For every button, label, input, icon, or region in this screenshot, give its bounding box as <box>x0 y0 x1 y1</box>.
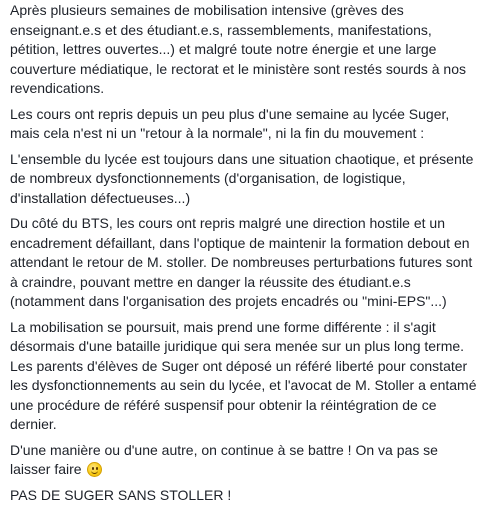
paragraph-5 <box>10 318 485 435</box>
text-line: revendications. <box>10 80 105 96</box>
paragraph-2 <box>10 105 485 144</box>
text-line: Du côté du BTS, les cours ont repris malgré une direction hostile et un <box>10 215 445 231</box>
text-line: d'installation défectueuses...) <box>10 189 191 206</box>
text-line: enseignant.e.s et des étudiant.e.s, rassemblements, manifestations, <box>10 21 432 38</box>
text-line: couverture médiatique, le rectorat et le ministère sont restés sourds à nos <box>10 60 466 77</box>
text-line: La mobilisation se poursuit, mais prend une forme différente : il s'agit <box>10 318 436 335</box>
text-line: à craindre, pouvant mettre en danger la réussite des étudiant.e.s <box>10 273 411 290</box>
smiling-face-icon <box>87 462 102 477</box>
text-line: de nombreux dysfonctionnements (d'organisation, de logistique, <box>10 170 406 186</box>
post-body <box>0 1 495 506</box>
closing-slogan: PAS DE SUGER SANS STOLLER ! <box>10 486 232 503</box>
text-line: L'ensemble du lycée est toujours dans une situation chaotique, et présente <box>10 150 474 167</box>
paragraph-4 <box>10 214 485 312</box>
text-line: Les parents d'élèves de Suger ont déposé un référé liberté pour constater <box>10 357 468 374</box>
text-line: dernier. <box>10 416 57 432</box>
text-line: mais cela n'est ni un "retour à la normale", ni la fin du mouvement : <box>10 125 425 141</box>
paragraph-7 <box>10 486 485 506</box>
text-line: Les cours ont repris depuis un peu plus d'une semaine au lycée Suger, <box>10 105 450 122</box>
text-line: désormais d'une bataille juridique qui sera menée sur un plus long terme. <box>10 338 465 354</box>
text-line-with-emoji <box>10 460 485 480</box>
text-line: laisser faire <box>10 461 82 477</box>
text-line: attendant le retour de M. stoller. De nombreuses perturbations futures sont <box>10 254 473 270</box>
text-line: D'une manière ou d'une autre, on continue à se battre ! On va pas se <box>10 441 438 458</box>
text-line: une procédure de référé suspensif pour obtenir la réintégration de ce <box>10 396 437 413</box>
text-line: (notamment dans l'organisation des projets encadrés ou "mini-EPS"...) <box>10 293 447 309</box>
text-line: les dysfonctionnements au sein du lycée, et l'avocat de M. Stoller a entamé <box>10 377 477 393</box>
text-line: pétition, lettres ouvertes...) et malgré toute notre énergie et une large <box>10 41 437 57</box>
text-line: Après plusieurs semaines de mobilisation intensive (grèves des <box>10 2 404 18</box>
paragraph-3 <box>10 150 485 209</box>
paragraph-1 <box>10 1 485 99</box>
paragraph-6 <box>10 441 485 480</box>
text-line: encadrement défaillant, dans l'optique de maintenir la formation debout en <box>10 234 470 251</box>
